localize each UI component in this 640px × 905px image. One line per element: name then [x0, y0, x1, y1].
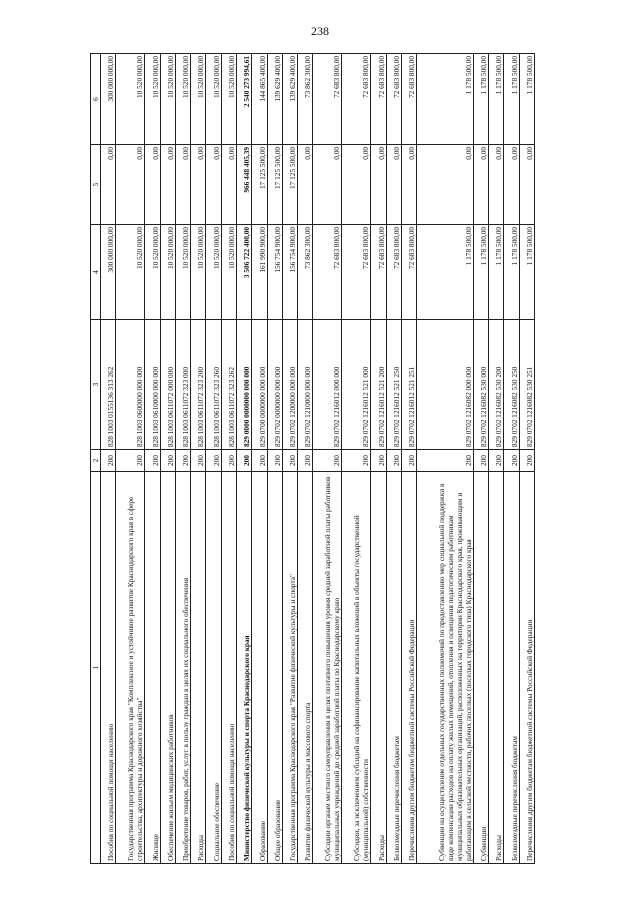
row-amount-col6: 10 520 000,00: [145, 54, 160, 145]
row-amount-col6: 72 683 800,00: [402, 54, 417, 145]
table-row: [282, 54, 297, 864]
row-name: Развитие физической культуры и массового спорта: [298, 472, 313, 864]
table-row: [342, 54, 371, 864]
row-amount-col5: 0,00: [191, 145, 206, 225]
row-amount-col6: 1 178 500,00: [504, 54, 519, 145]
row-amount-col4: 10 520 000,00: [191, 225, 206, 320]
row-code: 829 0702 1210000 000 000: [298, 320, 313, 450]
row-rz: 200: [342, 450, 371, 472]
row-amount-col6: 1 178 500,00: [489, 54, 504, 145]
header-col-3: 3: [91, 320, 101, 450]
row-amount-col4: 156 754 900,00: [267, 225, 282, 320]
row-code: 828 1003 0611072 000 000: [160, 320, 175, 450]
table-row: [160, 54, 175, 864]
table-body: [101, 54, 535, 864]
row-code: 829 0700 0000000 000 000: [252, 320, 267, 450]
row-name: Перечисления другим бюджетам бюджетной системы Российской Федерации: [519, 472, 534, 864]
row-amount-col4: 72 683 800,00: [371, 225, 386, 320]
row-amount-col6: 10 520 000,00: [160, 54, 175, 145]
row-amount-col6: 144 865 400,00: [252, 54, 267, 145]
row-code: 829 0702 1216012 521 250: [386, 320, 401, 450]
row-amount-col6: 72 683 800,00: [371, 54, 386, 145]
row-rz: 200: [519, 450, 534, 472]
row-name: Общее образование: [267, 472, 282, 864]
row-name: Расходы: [371, 472, 386, 864]
row-code: 829 0702 0000000 000 000: [267, 320, 282, 450]
row-code: 829 0702 1216082 530 000: [473, 320, 488, 450]
row-code: 829 0702 1216012 521 000: [342, 320, 371, 450]
row-name: Обеспечение жильем медицинских работников: [160, 472, 175, 864]
row-amount-col5: 0,00: [160, 145, 175, 225]
row-amount-col4: 10 520 000,00: [206, 225, 221, 320]
row-name: Приобретение товаров, работ, услуг в пользу граждан в целях их социального обеспечения: [175, 472, 190, 864]
table-row: [298, 54, 313, 864]
row-amount-col4: 161 990 900,00: [252, 225, 267, 320]
row-amount-col4: 72 683 800,00: [313, 225, 342, 320]
row-rz: 200: [116, 450, 145, 472]
row-name: Жилище: [145, 472, 160, 864]
row-amount-col4: 72 683 800,00: [386, 225, 401, 320]
table-row: [417, 54, 474, 864]
row-rz: 200: [489, 450, 504, 472]
row-amount-col4: 10 520 000,00: [221, 225, 236, 320]
page-number: 238: [311, 24, 329, 38]
row-rz: 200: [313, 450, 342, 472]
row-amount-col5: 0,00: [402, 145, 417, 225]
row-code: 828 1003 0600000 000 000: [116, 320, 145, 450]
row-code: 828 1003 0610000 000 000: [145, 320, 160, 450]
row-amount-col5: 0,00: [313, 145, 342, 225]
table-row: [402, 54, 417, 864]
table-row: [237, 54, 252, 864]
table-row: [489, 54, 504, 864]
row-amount-col5: 0,00: [298, 145, 313, 225]
row-amount-col4: 156 754 900,00: [282, 225, 297, 320]
row-rz: 200: [504, 450, 519, 472]
row-amount-col4: 10 520 000,00: [160, 225, 175, 320]
row-amount-col4: 72 683 800,00: [402, 225, 417, 320]
row-amount-col6: 72 683 800,00: [386, 54, 401, 145]
table-row: [116, 54, 145, 864]
row-name: Пособия по социальной помощи населению: [101, 472, 116, 864]
row-rz: 200: [237, 450, 252, 472]
row-amount-col6: 10 520 000,00: [191, 54, 206, 145]
row-amount-col5: 966 448 405,39: [237, 145, 252, 225]
row-amount-col4: 1 178 500,00: [489, 225, 504, 320]
row-name: Субвенции на осуществление отдельных государственных полномочий по предоставлению мер социальной поддержки в виде компенсации расходов на оплату жилых помещений, отопления и освещения педагогическим работникам муниципальных образовательных организаций, расположенных на территории Краснодарского края, проживающим и работающим в сельской местности, рабочих поселках (поселках городского типа) Краснодарского края: [417, 472, 474, 864]
row-rz: 200: [473, 450, 488, 472]
row-amount-col6: 139 629 400,00: [267, 54, 282, 145]
row-name: Министерство физической культуры и спорта Краснодарского края: [237, 472, 252, 864]
row-amount-col5: 0,00: [101, 145, 116, 225]
row-amount-col4: 3 506 722 400,00: [237, 225, 252, 320]
table-row: [101, 54, 116, 864]
row-amount-col4: 1 178 500,00: [504, 225, 519, 320]
row-amount-col6: 1 178 500,00: [519, 54, 534, 145]
row-amount-col5: 0,00: [417, 145, 474, 225]
header-col-2: 2: [91, 450, 101, 472]
row-amount-col6: 1 178 500,00: [417, 54, 474, 145]
row-rz: 200: [160, 450, 175, 472]
row-amount-col6: 300 000 000,00: [101, 54, 116, 145]
row-rz: 200: [101, 450, 116, 472]
table-row: [267, 54, 282, 864]
row-amount-col5: 0,00: [206, 145, 221, 225]
row-name: Безвозмездные перечисления бюджетам: [504, 472, 519, 864]
table-row: [206, 54, 221, 864]
row-name: Безвозмездные перечисления бюджетам: [386, 472, 401, 864]
row-amount-col4: 1 178 500,00: [417, 225, 474, 320]
row-code: 829 0702 1216012 521 200: [371, 320, 386, 450]
row-name: Расходы: [489, 472, 504, 864]
row-name: Субсидии, за исключением субсидий на софинансирование капитальных вложений в объекты государственной (муниципальной) собственности: [342, 472, 371, 864]
header-col-1: 1: [91, 472, 101, 864]
row-code: 829 0702 1216082 530 251: [519, 320, 534, 450]
row-amount-col6: 10 520 000,00: [175, 54, 190, 145]
row-amount-col5: 17 125 500,00: [282, 145, 297, 225]
row-amount-col6: 10 520 000,00: [116, 54, 145, 145]
row-amount-col4: 10 520 000,00: [145, 225, 160, 320]
row-amount-col5: 0,00: [342, 145, 371, 225]
row-amount-col6: 2 540 273 994,61: [237, 54, 252, 145]
row-amount-col4: 1 178 500,00: [473, 225, 488, 320]
row-rz: 200: [282, 450, 297, 472]
row-name: Расходы: [191, 472, 206, 864]
row-amount-col4: 300 000 000,00: [101, 225, 116, 320]
row-rz: 200: [191, 450, 206, 472]
row-rz: 200: [206, 450, 221, 472]
row-amount-col5: 0,00: [473, 145, 488, 225]
table-row: [313, 54, 342, 864]
row-code: 829 0702 1216012 000 000: [313, 320, 342, 450]
row-name: Перечисления другим бюджетам бюджетной системы Российской Федерации: [402, 472, 417, 864]
table-row: [175, 54, 190, 864]
row-rz: 200: [221, 450, 236, 472]
row-code: 829 0702 1216012 521 251: [402, 320, 417, 450]
row-amount-col4: 73 862 300,00: [298, 225, 313, 320]
budget-table: [90, 53, 535, 864]
row-amount-col5: 0,00: [221, 145, 236, 225]
row-code: 828 1003 0611072 323 000: [175, 320, 190, 450]
row-name: Субвенции: [473, 472, 488, 864]
row-name: Государственная программа Краснодарского края "Развитие физической культуры и спорта": [282, 472, 297, 864]
row-amount-col6: 72 683 800,00: [313, 54, 342, 145]
row-rz: 200: [417, 450, 474, 472]
row-code: 828 1003 0611072 323 262: [221, 320, 236, 450]
table-row: [504, 54, 519, 864]
row-name: Субсидии органам местного самоуправления в целях поэтапного повышения уровня средней заработной платы работников муниципальных учреждений до средней заработной платы по Краснодарскому краю: [313, 472, 342, 864]
row-amount-col5: 0,00: [519, 145, 534, 225]
row-amount-col4: 1 178 500,00: [519, 225, 534, 320]
row-amount-col4: 10 520 000,00: [175, 225, 190, 320]
table-row: [221, 54, 236, 864]
row-rz: 200: [386, 450, 401, 472]
row-name: Пособия по социальной помощи населению: [221, 472, 236, 864]
row-amount-col5: 0,00: [489, 145, 504, 225]
row-code: 828 1003 0611072 323 200: [191, 320, 206, 450]
table-row: [386, 54, 401, 864]
row-amount-col5: 0,00: [386, 145, 401, 225]
row-amount-col5: 0,00: [371, 145, 386, 225]
row-amount-col5: 0,00: [175, 145, 190, 225]
row-amount-col6: 10 520 000,00: [206, 54, 221, 145]
row-code: 828 1003 0611072 323 260: [206, 320, 221, 450]
row-name: Образование: [252, 472, 267, 864]
table-row: [371, 54, 386, 864]
row-amount-col4: 10 520 000,00: [116, 225, 145, 320]
row-code: 829 0702 1200000 000 000: [282, 320, 297, 450]
row-rz: 200: [145, 450, 160, 472]
row-rz: 200: [175, 450, 190, 472]
rotated-table-frame: [90, 54, 535, 864]
row-name: Государственная программа Краснодарского края "Комплексное и устойчивое развитие Краснодарского края в сфере строительства, архитектуры и дорожного хозяйства": [116, 472, 145, 864]
row-rz: 200: [371, 450, 386, 472]
row-rz: 200: [252, 450, 267, 472]
row-amount-col5: 0,00: [145, 145, 160, 225]
row-amount-col5: 17 125 500,00: [252, 145, 267, 225]
header-col-4: 4: [91, 225, 101, 320]
row-amount-col6: 10 520 000,00: [221, 54, 236, 145]
row-rz: 200: [298, 450, 313, 472]
row-rz: 200: [402, 450, 417, 472]
row-amount-col6: 72 683 800,00: [342, 54, 371, 145]
row-code: 828 1003 0155136 313 262: [101, 320, 116, 450]
row-code: 829 0702 1216082 000 000: [417, 320, 474, 450]
table-row: [252, 54, 267, 864]
table-row: [145, 54, 160, 864]
table-row: [191, 54, 206, 864]
row-amount-col5: 17 125 500,00: [267, 145, 282, 225]
table-rotator: [90, 54, 535, 864]
row-amount-col5: 0,00: [116, 145, 145, 225]
header-row: [91, 54, 101, 864]
header-col-5: 5: [91, 145, 101, 225]
header-col-6: 6: [91, 54, 101, 145]
row-name: Социальное обеспечение: [206, 472, 221, 864]
row-code: 829 0702 1216082 530 250: [504, 320, 519, 450]
row-rz: 200: [267, 450, 282, 472]
table-row: [473, 54, 488, 864]
row-amount-col6: 139 629 400,00: [282, 54, 297, 145]
row-code: 829 0000 0000000 000 000: [237, 320, 252, 450]
row-amount-col5: 0,00: [504, 145, 519, 225]
row-code: 829 0702 1216082 530 200: [489, 320, 504, 450]
row-amount-col6: 1 178 500,00: [473, 54, 488, 145]
row-amount-col4: 72 683 800,00: [342, 225, 371, 320]
row-amount-col6: 73 862 300,00: [298, 54, 313, 145]
table-row: [519, 54, 534, 864]
